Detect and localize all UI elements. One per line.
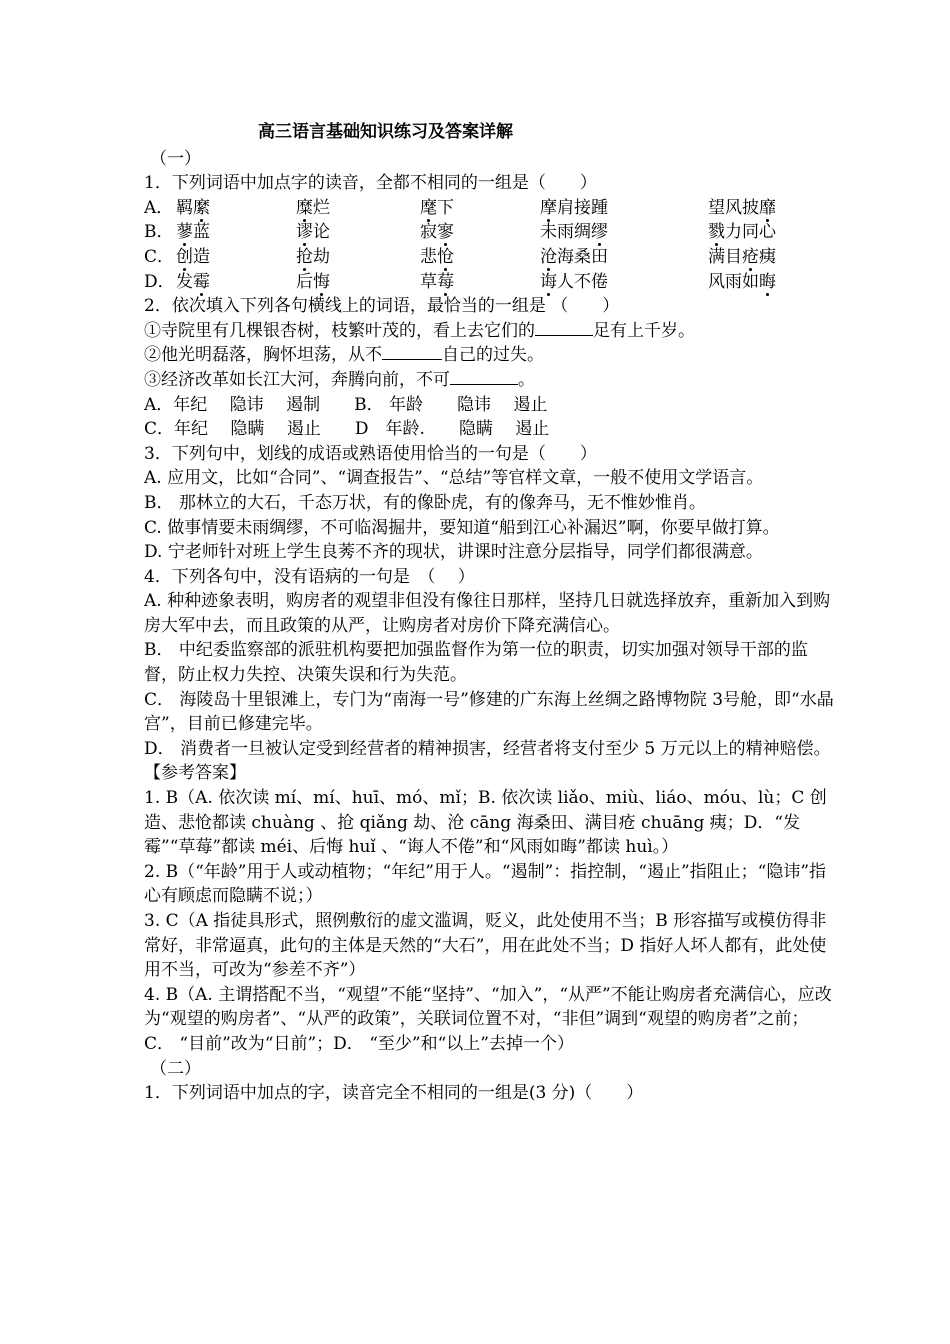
emphasis-dot (766, 293, 769, 296)
option-paragraph: A. 种种迹象表明，购房者的观望非但没有像往日那样，坚持几日就选择放弃，重新加入到购房大军中去，而且政策的从严，让购房者对房价下降充满信心。 (144, 591, 831, 636)
option-row (144, 196, 834, 221)
option-word: 发霉 (176, 270, 210, 295)
answer-blank (535, 321, 593, 336)
answer-paragraph: 2. B（“年龄”用于人或动植物；“年纪”用于人。“遏制”：指控制，“遏止”指阻止；“隐讳”指心有顾虑而隐瞒不说；） (144, 861, 827, 907)
emphasis-dot (444, 293, 447, 296)
option-paragraph: D． 消费者一旦被认定受到经营者的精神损害，经营者将支付至少 5 万元以上的精神赔偿。 (144, 738, 831, 759)
option-paragraph: C. 做事情要未雨绸缪，不可临渴掘井，要知道“船到江心补漏迟”啊，你要早做打算。 (144, 517, 780, 538)
option-word: 谬 论 (296, 220, 330, 245)
fill-sentence: ①寺院里有几棵银杏树，枝繁叶茂的，看上去它们的 足有上千岁。 (144, 320, 695, 341)
emphasis-dot (320, 293, 323, 296)
option-word: 诲 人不倦 (540, 270, 608, 295)
answer-paragraph: 3. C（A 指徒具形式，照例敷衍的虚文滥调，贬义，此处使用不当；B 形容描写或模仿得非常好，非常逼真，此句的主体是天然的“大石”，用在此处不当；D 指好人坏人都有，此处使用不当，可改为“参差不齐”） (144, 911, 827, 981)
option-row (144, 270, 834, 295)
option-paragraph: B． 中纪委监察部的派驻机构要把加强监督作为第一位的职责，切实加强对领导干部的监督，防止权力失控、决策失误和行为失范。 (144, 640, 808, 686)
document-body (144, 120, 834, 1106)
answer-blank (382, 345, 442, 360)
option-grid (144, 196, 834, 294)
option-word: 蓼 蓝 (176, 220, 210, 245)
option-letter: D． (144, 271, 175, 292)
question-stem: 3．下列句中，划线的成语或熟语使用恰当的一句是（ ） (144, 443, 597, 464)
option-letter: B． (144, 222, 174, 243)
option-line: C．年纪 隐瞒 遏止 D 年龄. 隐瞒 遏止 (144, 419, 550, 440)
option-paragraph: C． 海陵岛十里银滩上，专门为“南海一号”修建的广东海上丝绸之路博物院 3号舱，即“水晶宫”，目前已修建完毕。 (144, 689, 834, 735)
option-letter: C． (144, 246, 175, 267)
option-word: 抢 劫 (296, 245, 330, 270)
option-paragraph: A. 应用文，比如“合同”、“调查报告”、“总结”等官样文章，一般不使用文学语言。 (144, 468, 764, 489)
option-word: 满目疮 痍 (708, 245, 776, 270)
answers-heading: 【参考答案】 (144, 763, 246, 784)
option-word: 寂寥 (420, 220, 454, 245)
option-word: 后悔 (296, 270, 330, 295)
fill-sentence: ②他光明磊落，胸怀坦荡，从不 自己的过失。 (144, 345, 544, 366)
section-heading: （一） (150, 148, 201, 169)
page-title: 高三语言基础知识练习及答案详解 (258, 122, 513, 142)
option-row (144, 220, 834, 245)
option-line: A．年纪 隐讳 遏制 B． 年龄 隐讳 遏止 (144, 394, 548, 415)
option-word: 风雨如晦 (708, 270, 776, 295)
option-word: 望风披靡 (708, 196, 776, 221)
question-stem: 1．下列词语中加点字的读音，全都不相同的一组是（ ） (144, 173, 597, 194)
option-word: 摩 肩接踵 (540, 196, 608, 221)
option-word: 羁縻 (176, 196, 210, 221)
section-heading: （二） (150, 1058, 201, 1079)
question-stem: 4．下列各句中，没有语病的一句是 （ ） (144, 566, 475, 587)
option-word: 麾 下 (420, 196, 454, 221)
answer-blank (450, 370, 518, 385)
option-row (144, 245, 834, 270)
question-stem: 1．下列词语中加点的字，读音完全不相同的一组是(3 分)（ ） (144, 1083, 644, 1104)
option-word: 未雨绸缪 (540, 220, 608, 245)
option-word: 沧 海桑田 (540, 245, 608, 270)
emphasis-dot (200, 293, 203, 296)
option-word: 戮 力同心 (708, 220, 776, 245)
emphasis-dot (547, 293, 550, 296)
answer-paragraph: 4. B（A. 主谓搭配不当，“观望”不能“坚持”、“加入”，“从严”不能让购房者充满信心，应改为“观望的购房者”、“从严的政策”，关联词位置不对，“非但”调到“观望的购房者”之前；C． “目前”改为“日前”；D． “至少”和“以上”去掉一个） (144, 984, 832, 1054)
option-letter: A． (144, 197, 174, 218)
option-word: 糜 烂 (296, 196, 330, 221)
answer-paragraph: 1. B（A. 依次读 mí、mí、huī、mó、mǐ；B. 依次读 liǎo、miù、liáo、móu、lù；C 创造、悲怆都读 chuàng 、抢 qiǎng 劫、沧 cāng 海桑田、满目疮 chuāng 痍；D．“发霉”“草莓”都读 méi、后悔 huǐ 、“诲人不倦”和“风雨如晦”都读 huì。） (144, 788, 827, 858)
question-stem: 2．依次填入下列各句横线上的词语，最恰当的一组是 （ ） (144, 296, 620, 317)
fill-sentence: ③经济改革如长江大河，奔腾向前，不可 。 (144, 369, 535, 390)
option-paragraph: B． 那林立的大石，千态万状，有的像卧虎，有的像奔马，无不惟妙惟肖。 (144, 492, 706, 513)
option-word: 悲怆 (420, 245, 454, 270)
option-paragraph: D. 宁老师针对班上学生良莠不齐的现状，讲课时注意分层指导，同学们都很满意。 (144, 542, 763, 563)
option-word: 草莓 (420, 270, 454, 295)
option-word: 创 造 (176, 245, 210, 270)
